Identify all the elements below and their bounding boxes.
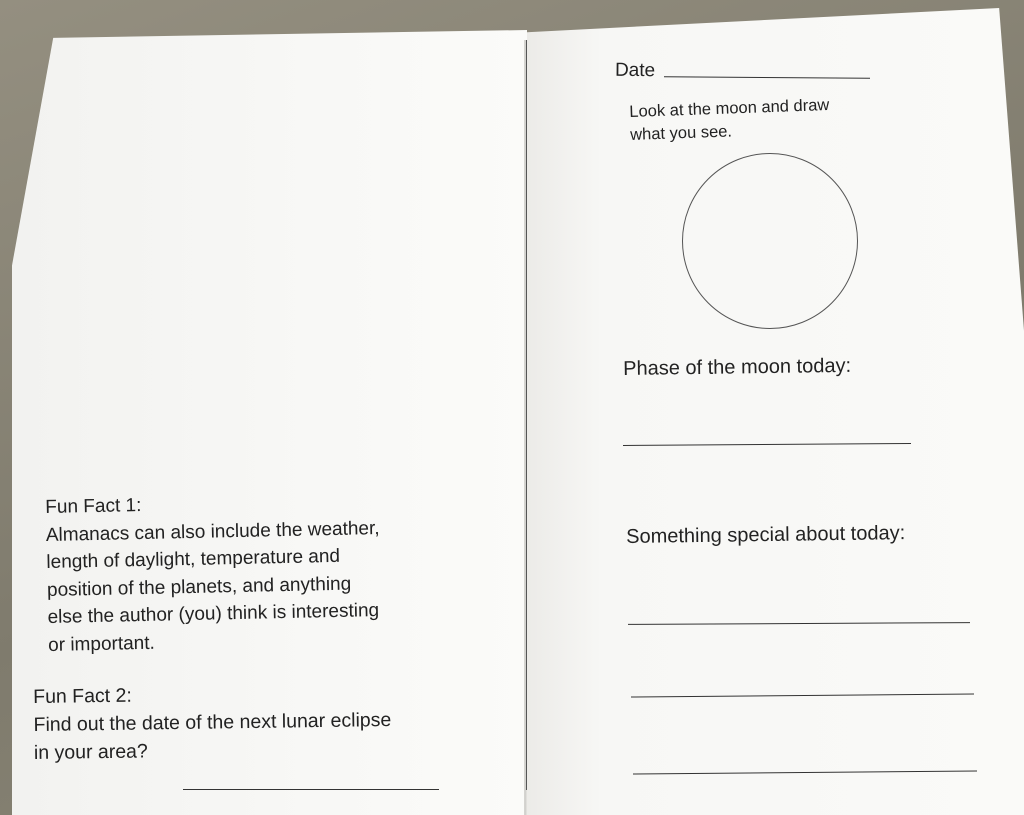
page-border-line [526, 40, 527, 790]
moon-drawing-circle [682, 153, 858, 329]
fun-fact-1-heading: Fun Fact 1: [45, 494, 142, 518]
fun-fact-2 [33, 678, 392, 767]
fun-fact-2-heading: Fun Fact 2: [33, 684, 132, 708]
date-label: Date [614, 59, 656, 82]
fun-fact-1-line: length of daylight, temperature and [46, 545, 341, 573]
fun-fact-1-line: position of the planets, and anything [46, 573, 352, 601]
instruction-line: what you see. [629, 122, 733, 144]
fun-fact-2-line: Find out the date of the next lunar eclipse [33, 709, 392, 736]
instruction-line: Look at the moon and draw [629, 96, 830, 121]
fun-fact-1-line: else the author (you) think is interesting [47, 600, 380, 628]
fun-fact-2-line: in your area? [33, 740, 148, 764]
fun-fact-1-line: or important. [47, 632, 156, 656]
special-label: Something special about today: [626, 522, 906, 548]
eclipse-answer-line [183, 789, 439, 790]
phase-label: Phase of the moon today: [623, 354, 852, 380]
moon-drawing-instructions [629, 94, 830, 147]
fun-fact-1 [45, 487, 382, 659]
fun-fact-1-line: Almanacs can also include the weather, [45, 517, 380, 546]
